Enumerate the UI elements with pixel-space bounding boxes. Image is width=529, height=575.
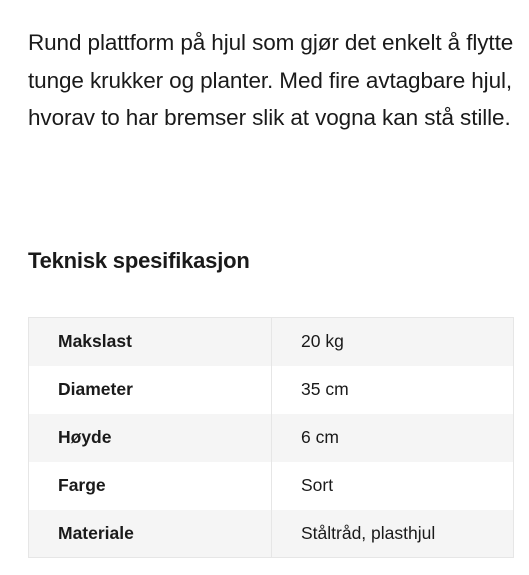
spec-table [28,317,514,558]
spec-label: Høyde [29,414,272,462]
spec-value: 20 kg [272,318,514,366]
spec-row-makslast [29,318,514,366]
spec-label: Diameter [29,366,272,414]
spec-row-hoyde [29,414,514,462]
spec-label: Materiale [29,510,272,558]
spec-label: Makslast [29,318,272,366]
spec-value: Sort [272,462,514,510]
spec-value: 35 cm [272,366,514,414]
spec-row-diameter [29,366,514,414]
product-description: Rund plattform på hjul som gjør det enkelt å flytte tunge krukker og planter. Med fire avtagbare hjul, hvorav to har bremser slik at vogna kan stå stille. [28,30,514,130]
spec-row-farge [29,462,514,510]
spec-label: Farge [29,462,272,510]
spec-value: Ståltråd, plasthjul [272,510,514,558]
spec-heading: Teknisk spesifikasjon [28,248,250,273]
spec-value: 6 cm [272,414,514,462]
spec-row-materiale [29,510,514,558]
